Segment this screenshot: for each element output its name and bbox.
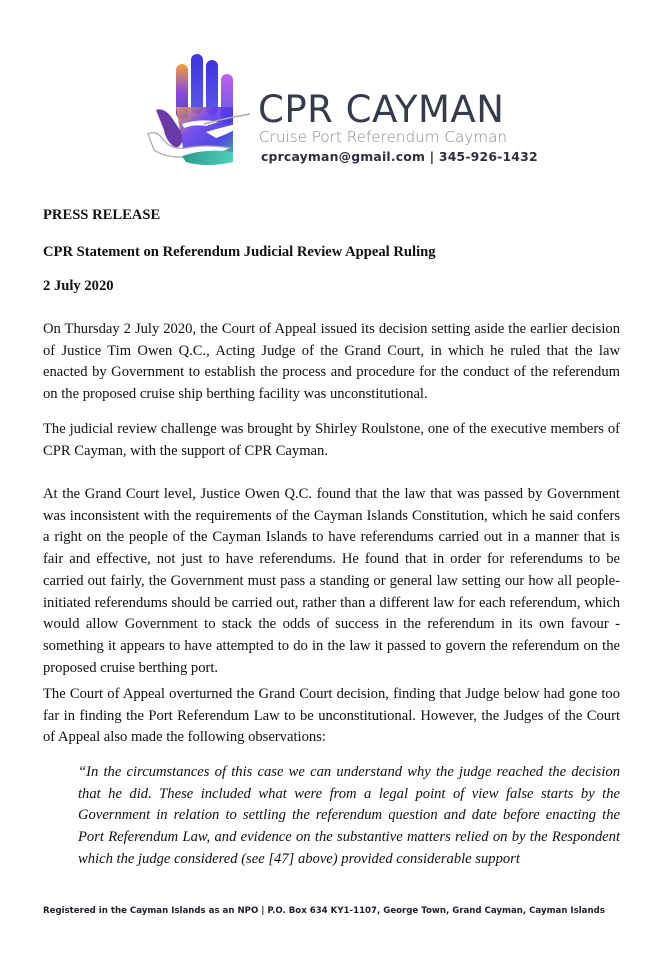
document-date: 2 July 2020 (43, 278, 114, 294)
court-quote: “In the circumstances of this case we can understand why the judge reached the decision that he did. These included what were from a legal point of view false starts by the Government in relation to settling the referendum question and date before enacting the Port Referendum Law, and evidence on the substantive matters relied on by the Respondent which the judge considered (see [47] above) provided considerable support (78, 764, 620, 867)
contact-info: cprcayman@gmail.com | 345-926-1432 (261, 149, 538, 164)
paragraph: On Thursday 2 July 2020, the Court of Appeal issued its decision setting aside the earlier decision of Justice Tim Owen Q.C., Acting Judge of the Grand Court, in which he ruled that the law enacted by Government to establish the process and procedure for the conduct of the referendum on the proposed cruise ship berthing facility was unconstitutional. (43, 321, 620, 403)
org-subtitle: Cruise Port Referendum Cayman (259, 128, 508, 146)
footer-registration: Registered in the Cayman Islands as an NPO | P.O. Box 634 KY1-1107, George Town, Grand Cayman, Cayman Islands (43, 906, 605, 916)
document-label: PRESS RELEASE (43, 207, 161, 223)
paragraph: At the Grand Court level, Justice Owen Q.C. found that the law that was passed by Government was inconsistent with the requirements of the Cayman Islands Constitution, which he said confers a right on the people of the Cayman Islands to have referendums carried out in a manner that is fair and effective, not just to have referendums. He found that in order for referendums to be carried out fairly, the Government must pass a standing or general law setting our how all people-initiated referendums should be carried out, rather than a different law for each referendum, which would allow Government to stack the odds of success in the referendum in its own favour - something it appears to have attempted to do in the law it passed to govern the referendum on the proposed cruise berthing port. (43, 486, 620, 676)
org-name: CPR CAYMAN (258, 88, 505, 131)
document-title: CPR Statement on Referendum Judicial Review Appeal Ruling (43, 244, 436, 260)
paragraph: The judicial review challenge was brought by Shirley Roulstone, one of the executive members of CPR Cayman, with the support of CPR Cayman. (43, 421, 620, 459)
hand-wave-logo-icon (146, 52, 256, 172)
paragraph: The Court of Appeal overturned the Grand Court decision, finding that Judge below had gone too far in finding the Port Referendum Law to be unconstitutional. However, the Judges of the Court of Appeal also made the following observations: (43, 686, 620, 746)
